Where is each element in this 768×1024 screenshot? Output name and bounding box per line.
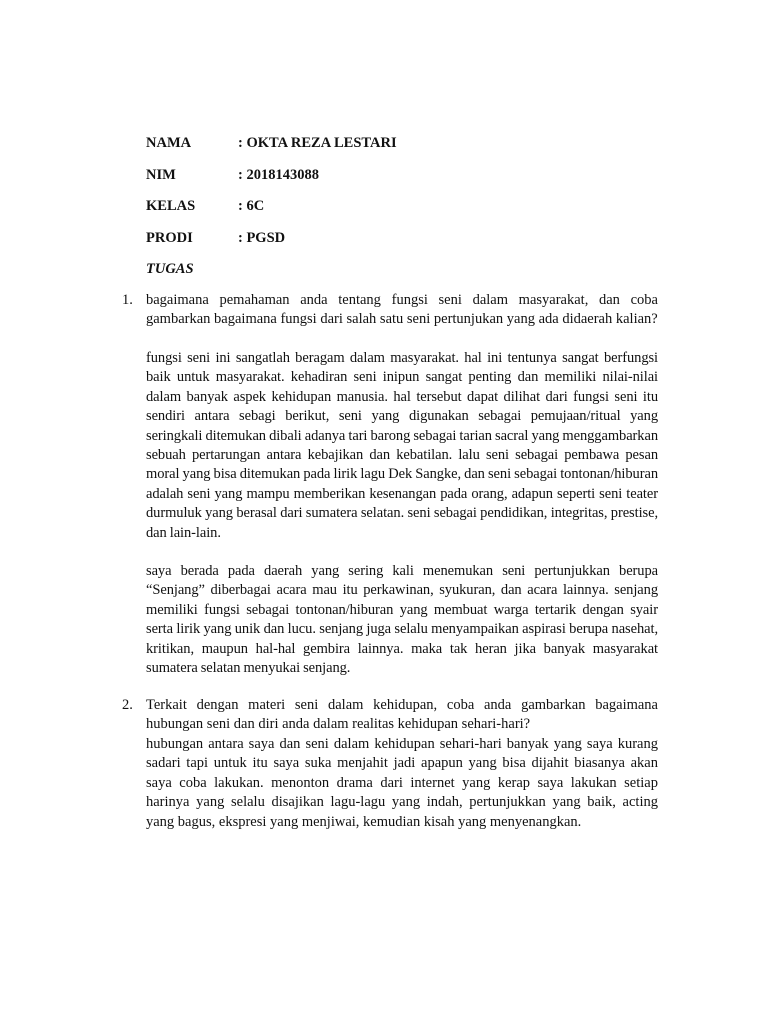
kelas-row bbox=[146, 196, 264, 216]
nim-value: : 2018143088 bbox=[238, 167, 319, 183]
question-2-text: Terkait dengan materi seni dalam kehidupan, coba anda gambarkan bagaimana hubungan seni dan diri anda dalam realitas kehidupan sehari-hari? bbox=[146, 697, 658, 733]
prodi-value: : PGSD bbox=[238, 230, 286, 246]
prodi-label: PRODI bbox=[146, 230, 193, 246]
kelas-label: KELAS bbox=[146, 198, 196, 214]
nim-label: NIM bbox=[146, 167, 176, 183]
nama-label: NAMA bbox=[146, 135, 192, 151]
question-1-answer-1: fungsi seni ini sangatlah beragam dalam masyarakat. hal ini tentunya sangat berfungsi baik untuk masyarakat. kehadiran seni inipun sangat penting dan memiliki nilai-nilai dalam banyak aspek kehidupan manusia. hal tersebut dapat dilihat dari fungsi seni itu sendiri antara sebagi berikut, seni yang digunakan sebagai pemujaan/ritual yang seringkali ditemukan dibali adanya tari barong sebagai tarian sacral yang menggambarkan sebuah pertarungan antara kebajikan dan kebatilan. lalu seni sebagai pembawa pesan moral yang bisa ditemukan pada lirik lagu Dek Sangke, dan seni sebagai tontonan/hiburan adalah seni yang mampu memberikan kesenangan pada orang, adapun seperti seni teater durmuluk yang berasal dari sumatera selatan. seni sebagai pendidikan, integritas, prestise, dan lain-lain. bbox=[146, 350, 658, 541]
nama-value: : OKTA REZA LESTARI bbox=[238, 135, 397, 151]
question-1-text: bagaimana pemahaman anda tentang fungsi seni dalam masyarakat, dan coba gambarkan bagaimana fungsi dari salah satu seni pertunjukan yang ada didaerah kalian? bbox=[146, 292, 658, 328]
tugas-heading: TUGAS bbox=[146, 261, 194, 277]
kelas-value: : 6C bbox=[238, 198, 265, 214]
question-1-number: 1. bbox=[122, 292, 133, 308]
question-1-answer-2: saya berada pada daerah yang sering kali menemukan seni pertunjukkan berupa “Senjang” diberbagai acara mau itu perkawinan, syukuran, dan acara lainnya. senjang memiliki fungsi sebagai tontonan/hiburan yang membuat warga tertarik dengan syair serta lirik yang unik dan lucu. senjang juga selalu menyampaikan aspirasi berupa nasehat, kritikan, maupun hal-hal gembira lainnya. maka tak heran jika banyak masyarakat sumatera selatan menyukai senjang. bbox=[146, 563, 658, 677]
nim-row bbox=[146, 165, 319, 185]
nama-row bbox=[146, 133, 397, 153]
question-2-answer: hubungan antara saya dan seni dalam kehidupan sehari-hari banyak yang saya kurang sadari tapi untuk itu saya suka menjahit jadi apapun yang bisa dijahit biasanya akan saya coba lakukan. menonton drama dari internet yang kerap saya lakukan setiap harinya yang selalu disajikan lagu-lagu yang indah, pertunjukkan yang baik, acting yang bagus, ekspresi yang menjiwai, kemudian kisah yang menyenangkan. bbox=[146, 736, 658, 830]
question-2-number: 2. bbox=[122, 697, 133, 713]
prodi-row bbox=[146, 228, 285, 248]
